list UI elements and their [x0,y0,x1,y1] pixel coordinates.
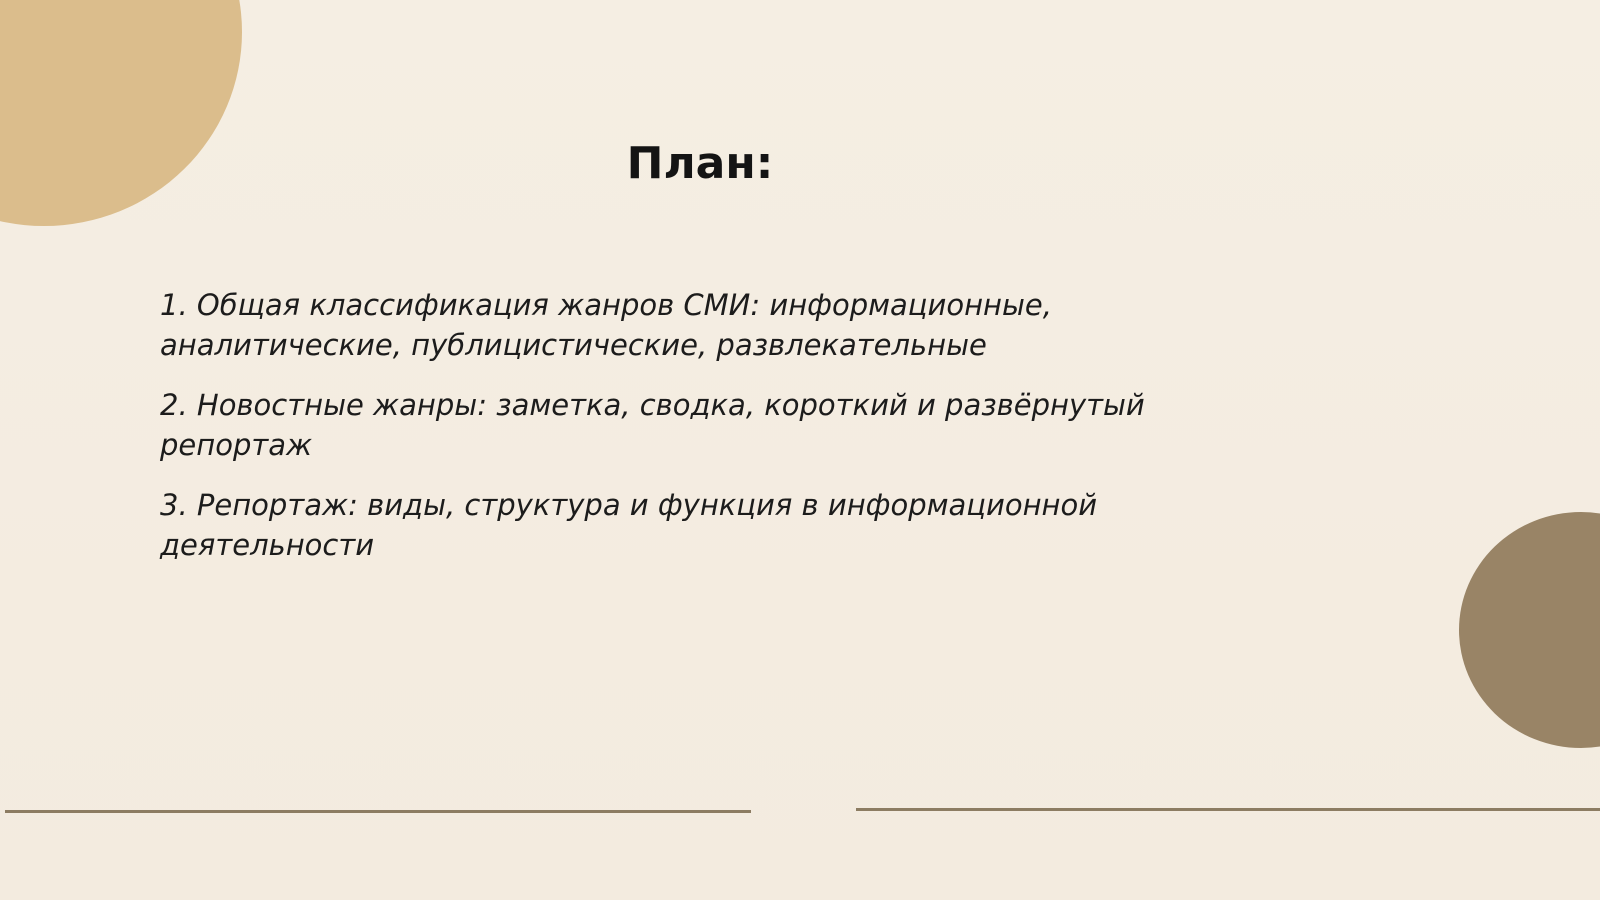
plan-item-3: 3. Репортаж: виды, структура и функция в информационной деятельности [160,488,1098,562]
plan-list [160,285,1200,585]
decorative-circle-right [1459,512,1600,748]
plan-item-2: 2. Новостные жанры: заметка, сводка, короткий и развёрнутый репортаж [160,388,1145,462]
slide-title: План: [626,138,774,189]
divider-line-right [856,808,1600,811]
divider-line-left [5,810,751,813]
decorative-circle-top-left [0,0,242,226]
plan-item-1: 1. Общая классификация жанров СМИ: информационные, аналитические, публицистические, развлекательные [160,288,1052,362]
